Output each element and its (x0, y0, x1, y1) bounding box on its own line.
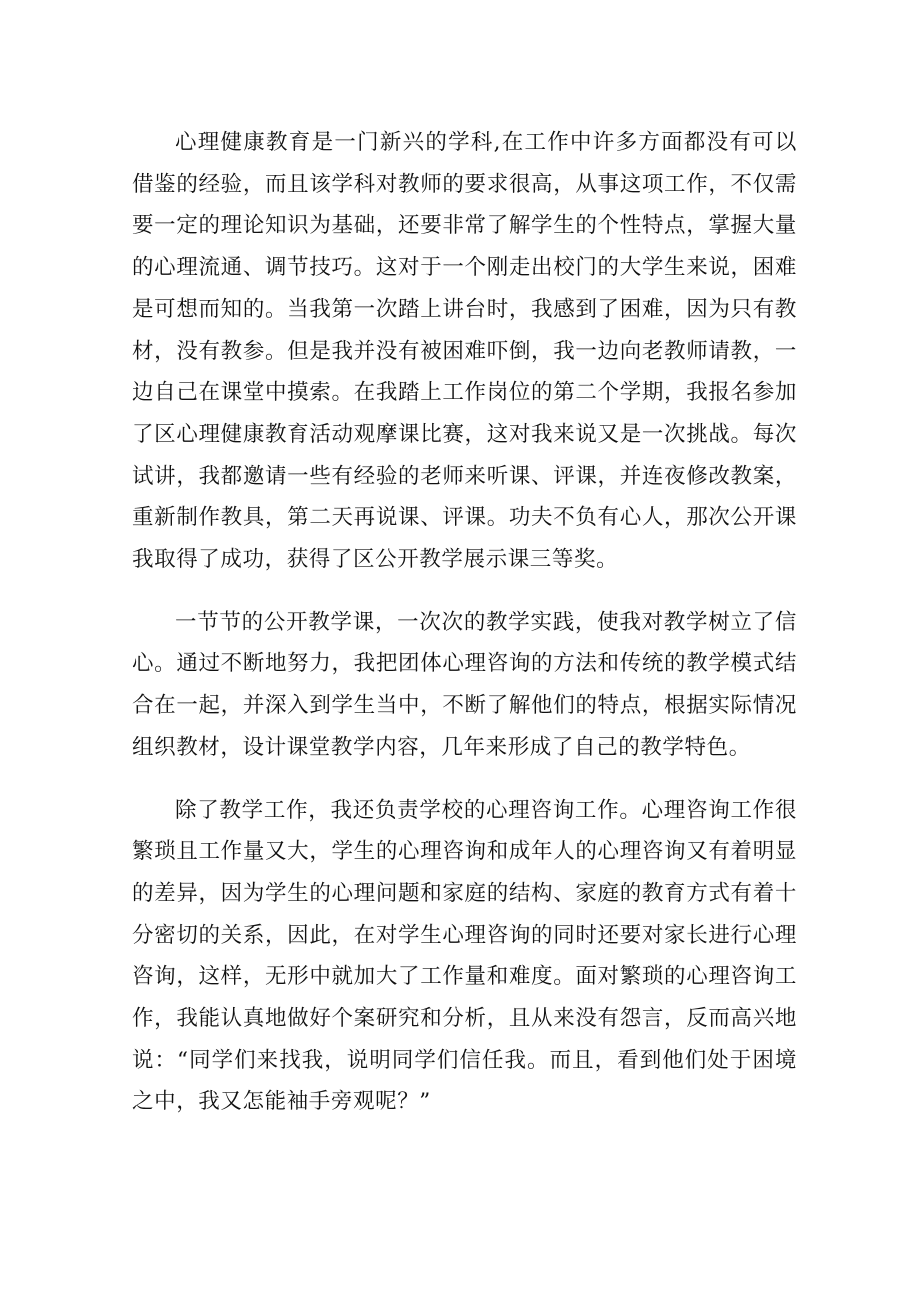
paragraph-teaching-confidence: 一节节的公开教学课，一次次的教学实践，使我对教学树立了信心。通过不断地努力，我把团体心理咨询的方法和传统的教学模式结合在一起，并深入到学生当中，不断了解他们的特点，根据实际情况组织教材，设计课堂教学内容，几年来形成了自己的教学特色。 (132, 609, 797, 760)
paragraph-counseling-work: 除了教学工作，我还负责学校的心理咨询工作。心理咨询工作很繁琐且工作量又大，学生的心理咨询和成年人的心理咨询又有着明显的差异，因为学生的心理问题和家庭的结构、家庭的教育方式有着十分密切的关系，因此，在对学生心理咨询的同时还要对家长进行心理咨询，这样，无形中就加大了工作量和难度。面对繁琐的心理咨询工作，我能认真地做好个案研究和分析，且从来没有怨言，反而高兴地说：“同学们来找我，说明同学们信任我。而且，看到他们处于困境之中，我又怎能袖手旁观呢？” (132, 797, 797, 1115)
paragraph-teaching-experience: 心理健康教育是一门新兴的学科,在工作中许多方面都没有可以借鉴的经验，而且该学科对教师的要求很高，从事这项工作，不仅需要一定的理论知识为基础，还要非常了解学生的个性特点，掌握大量的心理流通、调节技巧。这对于一个刚走出校门的大学生来说，困难是可想而知的。当我第一次踏上讲台时，我感到了困难，因为只有教材，没有教参。但是我并没有被困难吓倒，我一边向老教师请教，一边自己在课堂中摸索。在我踏上工作岗位的第二个学期，我报名参加了区心理健康教育活动观摩课比赛，这对我来说又是一次挑战。每次试讲，我都邀请一些有经验的老师来听课、评课，并连夜修改教案，重新制作教具，第二天再说课、评课。功夫不负有心人，那次公开课我取得了成功，获得了区公开教学展示课三等奖。 (132, 130, 797, 573)
document-body (132, 122, 797, 1144)
